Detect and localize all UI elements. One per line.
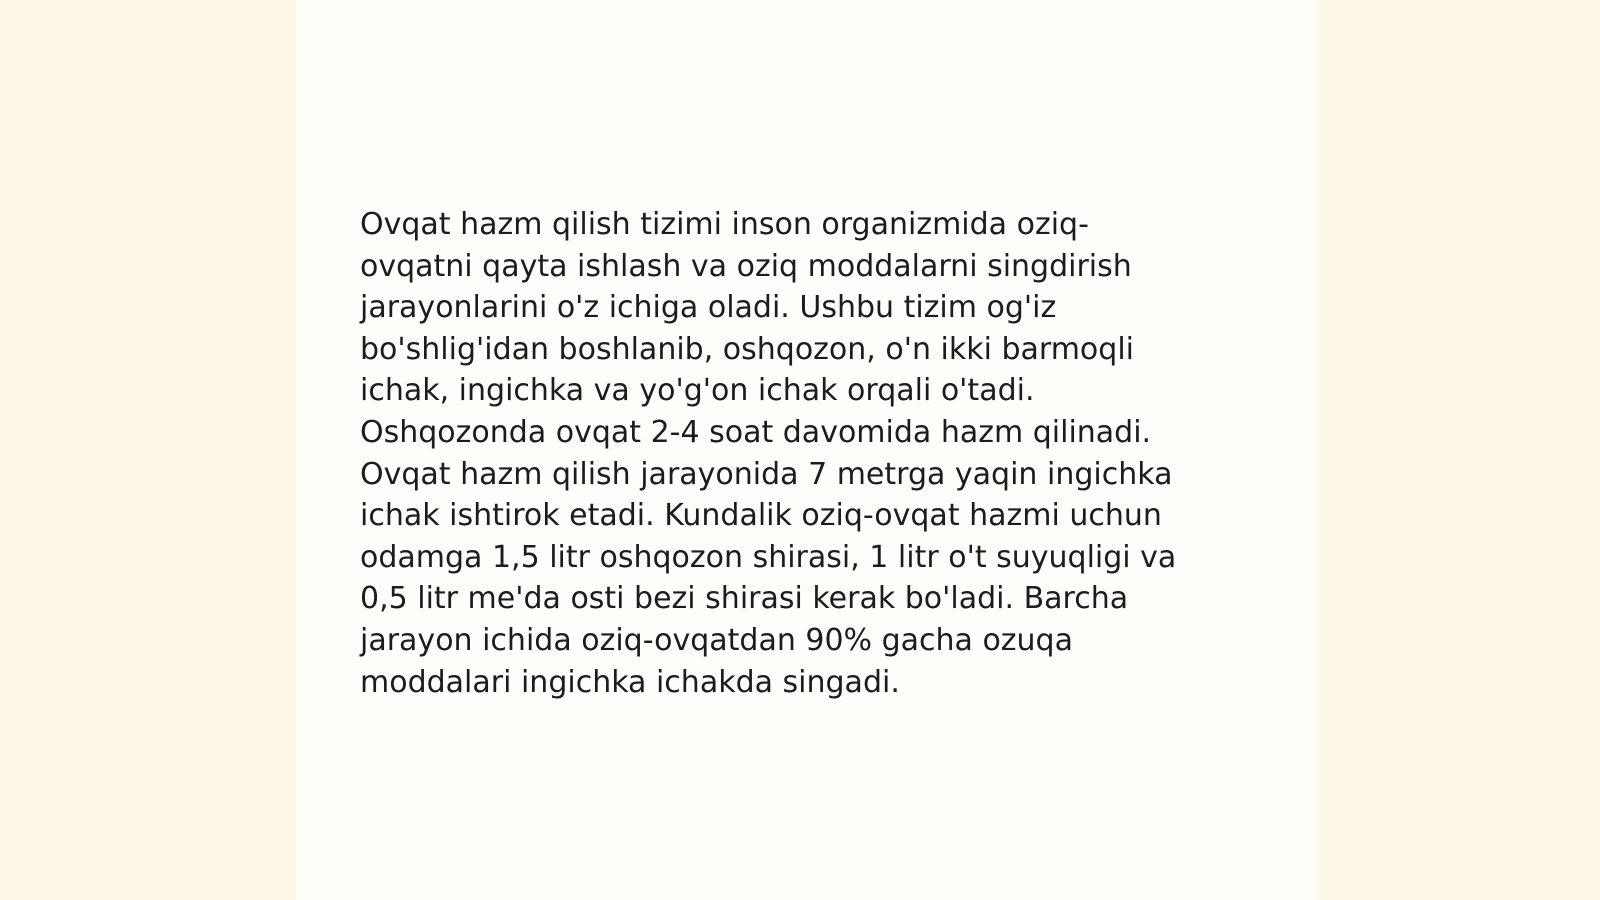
document-page [296, 0, 1316, 900]
paragraph-line: Ovqat hazm qilish jarayonida 7 metrga yaqin ingichka [360, 456, 1173, 492]
paragraph-line: jarayon ichida oziq-ovqatdan 90% gacha ozuqa [360, 622, 1073, 658]
paragraph-line: Oshqozonda ovqat 2-4 soat davomida hazm qilinadi. [360, 414, 1152, 450]
paragraph-line: ichak ishtirok etadi. Kundalik oziq-ovqat hazmi uchun [360, 498, 1162, 534]
paragraph-line: Ovqat hazm qilish tizimi inson organizmida oziq- [360, 207, 1089, 242]
paragraph-line: odamga 1,5 litr oshqozon shirasi, 1 litr o't suyuqligi va [360, 539, 1177, 575]
paragraph-line: jarayonlarini o'z ichiga oladi. Ushbu tizim og'iz [360, 290, 1057, 326]
paragraph-line: bo'shlig'idan boshlanib, oshqozon, o'n ikki barmoqli [360, 331, 1134, 367]
paragraph-line: ovqatni qayta ishlash va oziq moddalarni singdirish [360, 248, 1132, 284]
paragraph-line: 0,5 litr me'da osti bezi shirasi kerak bo'ladi. Barcha [360, 581, 1129, 617]
paragraph-line: ichak, ingichka va yo'g'on ichak orqali o'tadi. [360, 373, 1035, 409]
paragraph-line: moddalari ingichka ichakda singadi. [360, 664, 900, 700]
body-paragraph [360, 204, 1260, 703]
